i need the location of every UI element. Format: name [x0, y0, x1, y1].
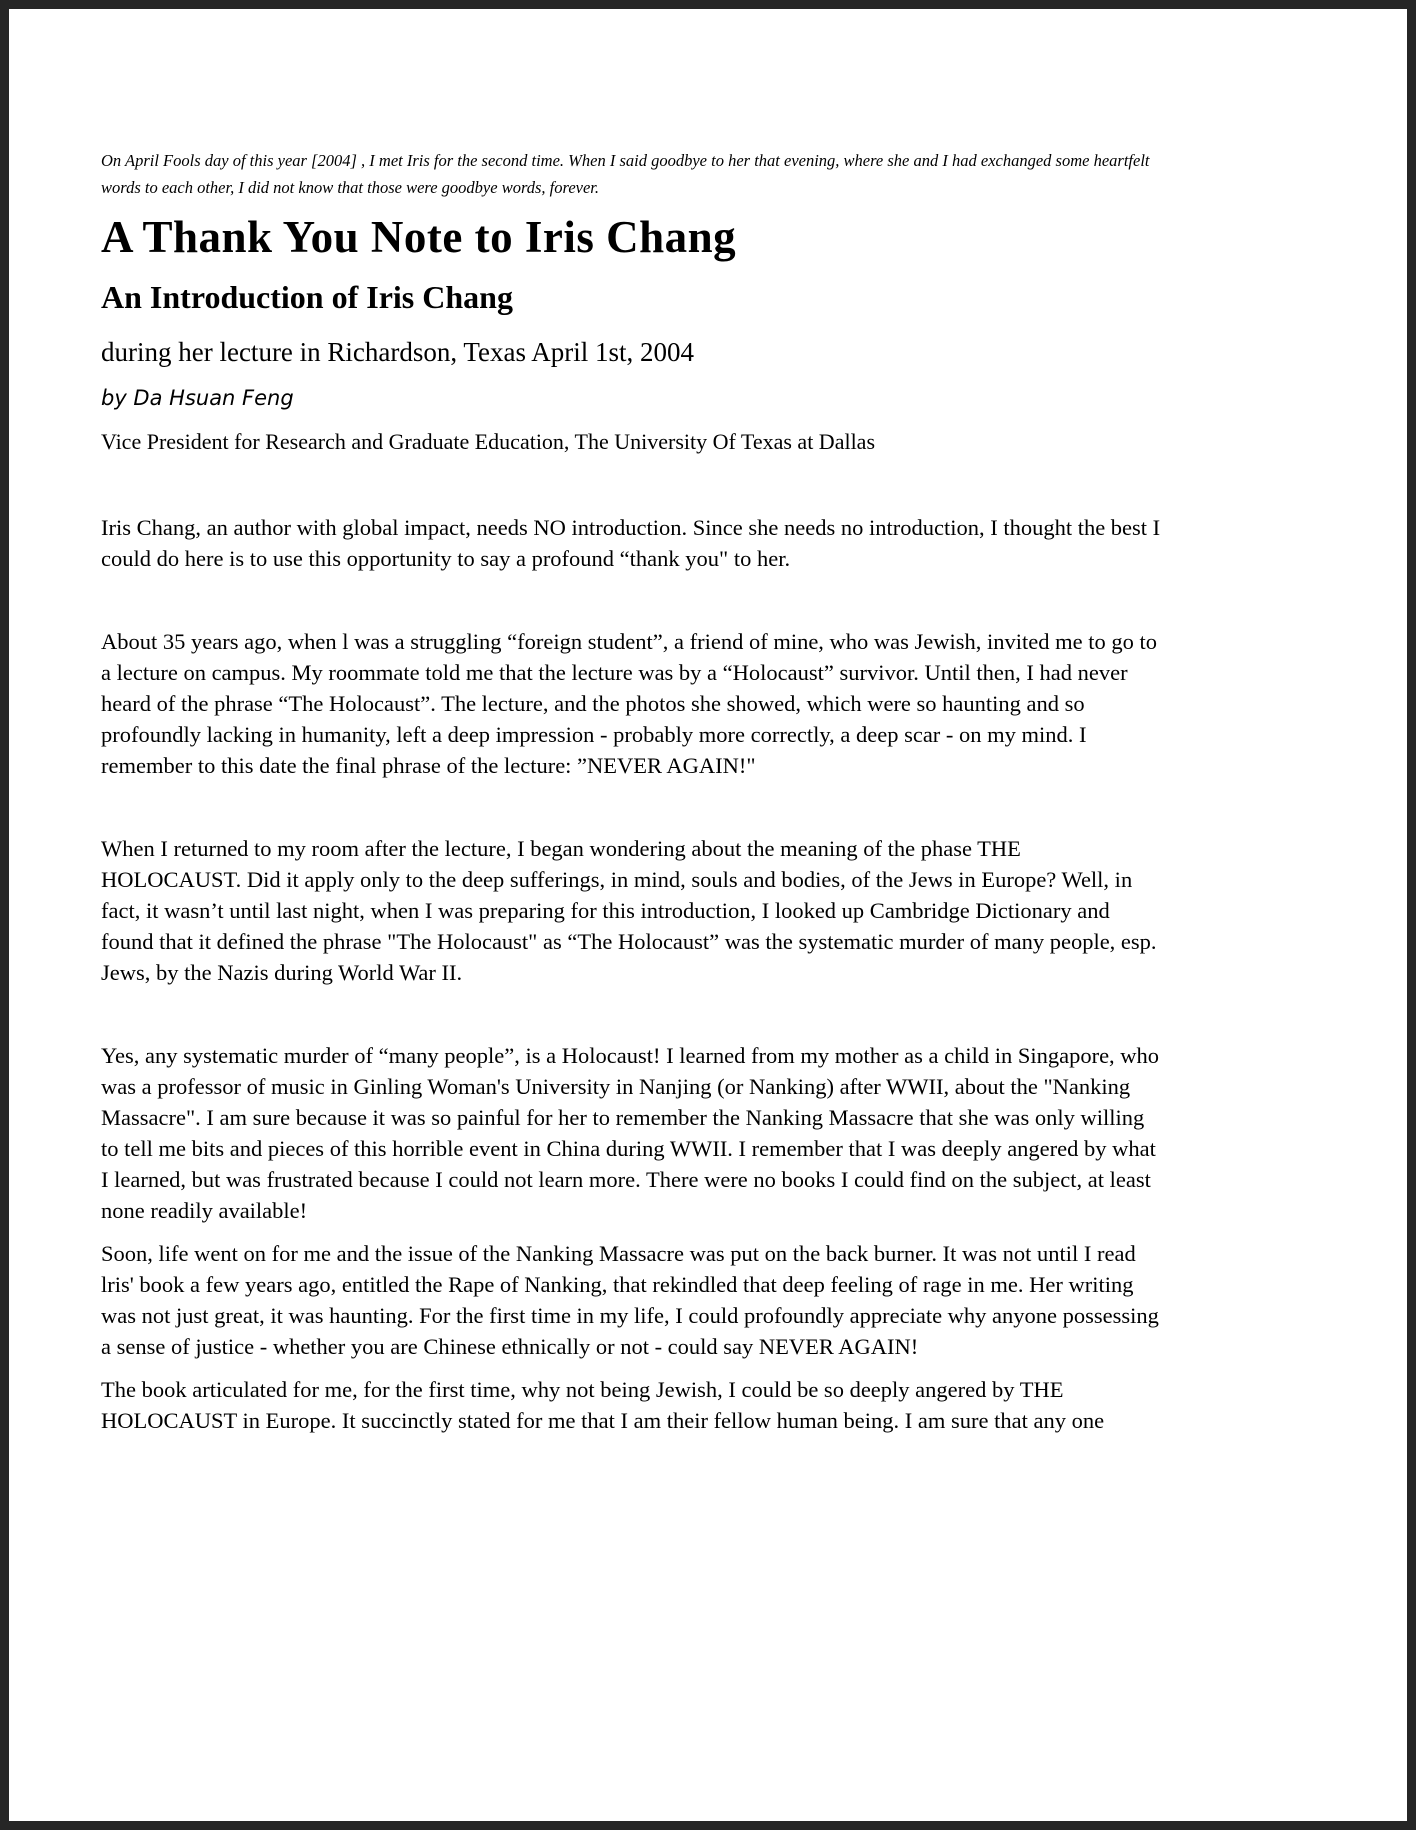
paragraph: When I returned to my room after the lecture, I began wondering about the meaning of the phase THE HOLOCAUST. Did it apply only to the deep sufferings, in mind, souls and bodies, of the Jews in Europe? Well, in fact, it wasn’t until last night, when I was preparing for this introduction, I looked up Cambridge Dictionary and found that it defined the phrase "The Holocaust" as “The Holocaust” was the systematic murder of many people, esp. Jews, by the Nazis during World War II.	[101, 836, 1157, 985]
byline: by Da Hsuan Feng	[101, 386, 294, 410]
paragraph: Soon, life went on for me and the issue of the Nanking Massacre was put on the back burner. It was not until I read lris' book a few years ago, entitled the Rape of Nanking, that rekindled that deep feeling of rage in me. Her writing was not just great, it was haunting. For the first time in my life, I could profoundly appreciate why anyone possessing a sense of justice - whether you are Chinese ethnically or not - could say NEVER AGAIN!	[101, 1241, 1159, 1359]
lecture-line: during her lecture in Richardson, Texas April 1st, 2004	[101, 337, 694, 367]
page-title: A Thank You Note to Iris Chang	[101, 212, 737, 262]
affiliation-line: Vice President for Research and Graduate Education, The University Of Texas at Dallas	[101, 429, 876, 454]
header-note: On April Fools day of this year [2004] , I met Iris for the second time. When I said goodbye to her that evening, where she and I had exchanged some heartfelt words to each other, I did not know that those were goodbye words, forever.	[101, 151, 1150, 197]
paragraph: Yes, any systematic murder of “many people”, is a Holocaust! I learned from my mother as a child in Singapore, who was a professor of music in Ginling Woman's University in Nanjing (or Nanking) after WWII, about the "Nanking Massacre". I am sure because it was so painful for her to remember the Nanking Massacre that she was only willing to tell me bits and pieces of this horrible event in China during WWII. I remember that I was deeply angered by what I learned, but was frustrated because I could not learn more. There were no books I could find on the subject, at least none readily available!	[101, 1043, 1160, 1223]
paragraph: The book articulated for me, for the first time, why not being Jewish, I could be so deeply angered by THE HOLOCAUST in Europe. It succinctly stated for me that I am their fellow human being. I am sure that any one	[101, 1377, 1105, 1433]
paragraph: About 35 years ago, when l was a struggling “foreign student”, a friend of mine, who was Jewish, invited me to go to a lecture on campus. My roommate told me that the lecture was by a “Holocaust” survivor. Until then, I had never heard of the phrase “The Holocaust”. The lecture, and the photos she showed, which were so haunting and so profoundly lacking in humanity, left a deep impression - probably more correctly, a deep scar - on my mind. I remember to this date the final phrase of the lecture: ”NEVER AGAIN!"	[101, 629, 1158, 778]
page-subtitle: An Introduction of Iris Chang	[101, 279, 513, 315]
paragraph: Iris Chang, an author with global impact, needs NO introduction. Since she needs no introduction, I thought the best I could do here is to use this opportunity to say a profound “thank you" to her.	[101, 515, 1161, 571]
